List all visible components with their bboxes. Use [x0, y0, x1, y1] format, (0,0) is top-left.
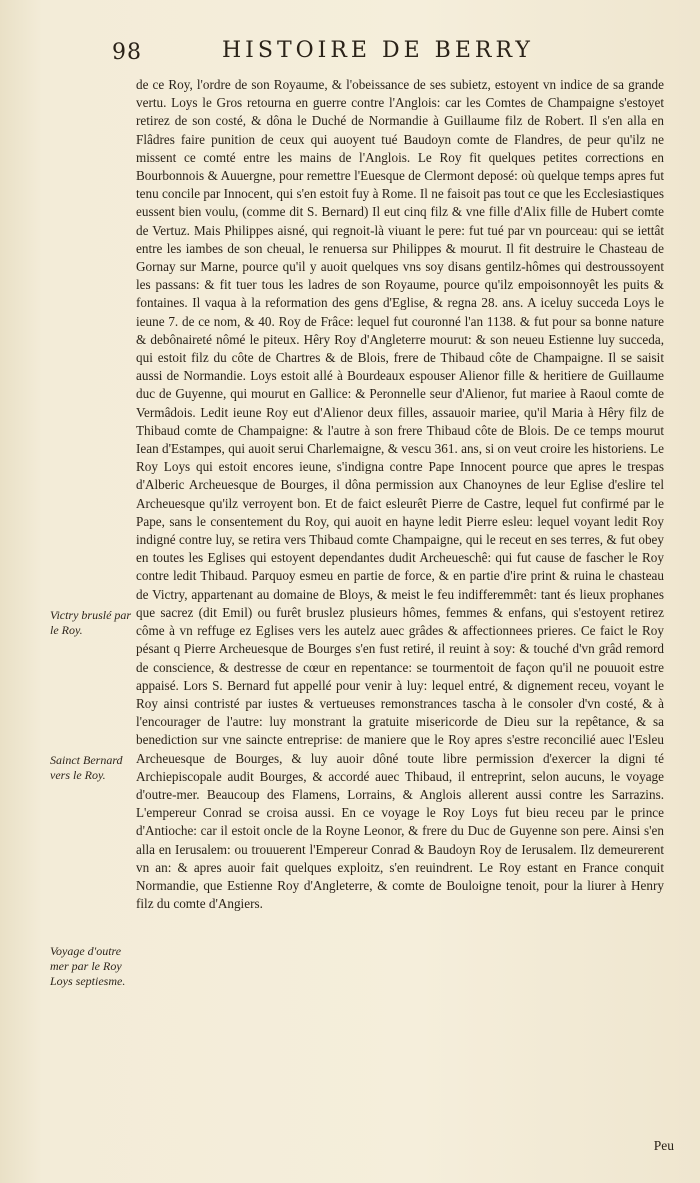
catchword: Peu [653, 1138, 674, 1153]
running-head [112, 36, 652, 70]
marginal-note-voyage: Voyage d'outre mer par le Roy Loys septiesme. [50, 944, 126, 988]
body-paragraph: de ce Roy, l'ordre de son Royaume, & l'obeissance de ses subietz, estoyent vn indice de sa grande vertu. Loys le Gros retourna en guerre contre l'Anglois: car les Comtes de Champaigne s'estoyet retirez de son costé, & dôna le Duché de Normandie à Guillaume filz de Robert. Il s'en alla en Flâdres faire punition de ceux qui auoyent tué Baudoyn comte de Flandres, de peur qu'ilz ne missent ce comté entre les mains de l'Anglois. Le Roy fit quelques petites corrections en Bourbonnois & Auuergne, pour remettre l'Euesque de Clermont deposé: où quelque temps apres fut tenu concile par Innocent, qui s'en estoit fuy à Rome. Il ne faisoit pas tout ce que les Ecclesiastiques eussent bien voulu, (comme dit S. Bernard) Il eut cinq filz & vne fille d'Alix fille de Hubert comte de Vertuz. Mais Philippes aisné, qui regnoit-là viuant le pere: fut tué par vn pourceau: qui se iettât entre les iambes de son cheual, le renuersa sur Philippes & mourut. Il fit destruire le Chasteau de Gornay sur Marne, pource qu'il y auoit quelques vns soy disans gentilz-hômes qui destroussoyent les passans: & fit tuer tous les ladres de son Royaume, pource qu'ilz empoisonnoyêt les puits & fontaines. Il vaqua à la reformation des gens d'Eglise, & regna 28. ans. A iceluy succeda Loys le ieune 7. de ce nom, & 40. Roy de Frâce: lequel fut couronné l'an 1138. & fut pour sa bonne nature & debônaireté nômé le piteux. Hêry Roy d'Angleterre mourut: & son neueu Estienne luy succeda, qui estoit filz du côte de Chartres & de Blois, frere de Thibaud côte de Champaigne. Il se saisit aussi de Normandie. Loys estoit allé à Bourdeaux espouser Alienor fille & heritiere de Guillaume duc de Guyenne, qui mourut en Gallice: & Peronnelle seur d'Alienor, fut mariee à Raoul comte de Vermâdois. Ledit ieune Roy eut d'Alienor deux filles, assauoir mariee, qu'il Maria à Hêry filz de Thibaud comte de Champaigne: & l'autre à son frere Thibaud côte de Blois. De ce temps mourut Iean d'Estampes, qui auoit serui Charlemaigne, & vescu 361. ans, si on veut croire les historiens. Le Roy Loys qui estoit encores ieune, s'indigna contre Pape Innocent pource que apres le trespas d'Alberic Archeuesque de Bourges, il dôna permission aux Chanoynes de leur Eglise d'eslire tel Archeuesque qu'ilz verroyent bon. Et de faict esleurêt Pierre de Castre, lequel fut confirmé par le Pape, sans le consentement du Roy, qui auoit en hayne ledit Pierre esleu: lequel voyant ledit Roy indigné contre luy, se retira vers Thibaud comte Champaigne, qui le receut en ses terres, & fut obey en toutes les Eglises qui estoyent dependantes dudit Archeueschê: qui fut cause de fascher le Roy contre ledit Thibaud. Parquoy esmeu en partie de force, & en partie d'ire print & ruina le chasteau de Victry, appartenant au domaine de Bloys, & meist le feu indifferemmêt: tant és lieux prophanes que sacrez (dit Emil) ou furêt bruslez plusieurs hômes, femmes & enfans, qui s'estoyent retirez côme à vn reffuge ez Eglises vers les autelz auec grâdes & affectionnees prieres. Ce faict le Roy pésant q Pierre Archeuesque de Bourges s'en fust retiré, il reuint à soy: & touché d'vn grâd remord de conscience, & destresse de cœur en repentance: se tourmentoit de façon qu'il ne pouuoit estre appaisé. Lors S. Bernard fut appellé pour venir à luy: lequel entré, & dignement receu, voyant le Roy ainsi contristé par iustes & vertueuses remonstrances tascha à le consoler d'vn costé, & à l'encourager de l'autre: luy monstrant la gratuite misericorde de Dieu sur la repêtance, & sa benediction sur vne saincte entreprise: de maniere que le Roy apres s'estre reconcilié auec l'Esleu Archeuesque de Bourges, & luy auoir dôné toute libre permission d'exercer la digni té Archiepiscopale audit Bourges, & accordé auec Thibaud, il entreprint, selon aucuns, le voyage d'outre-mer. Beaucoup des Flamens, Lorrains, & Anglois allerent aussi contre les Sarrazins. L'empereur Conrad se croisa aussi. En ce voyage le Roy Loys fut bieu receu par le prince d'Antioche: car il estoit oncle de la Royne Leonor, & frere du Duc de Guyenne son pere. Ainsi s'en alla en Ierusalem: ou trouuerent l'Empereur Conrad & Baudoyn Roy de Ierusalem. Ilz demeurerent vn an: & apres auoir fait quelques exploitz, s'en reuindrent. Le Roy estant en France conquit Normandie, que Estienne Roy d'Angleterre, & comte de Bouloigne tenoit, pour la liurer à Henry filz du comte d'Angiers. [136, 77, 664, 912]
marginal-note-victry: Victry bruslé par le Roy. [50, 608, 132, 637]
page-number: 98 [112, 40, 142, 65]
marginal-note-bernard: Sainct Bernard vers le Roy. [50, 753, 123, 782]
page-header-title: HISTOIRE DE BERRY [222, 38, 534, 63]
body-text [136, 76, 664, 913]
